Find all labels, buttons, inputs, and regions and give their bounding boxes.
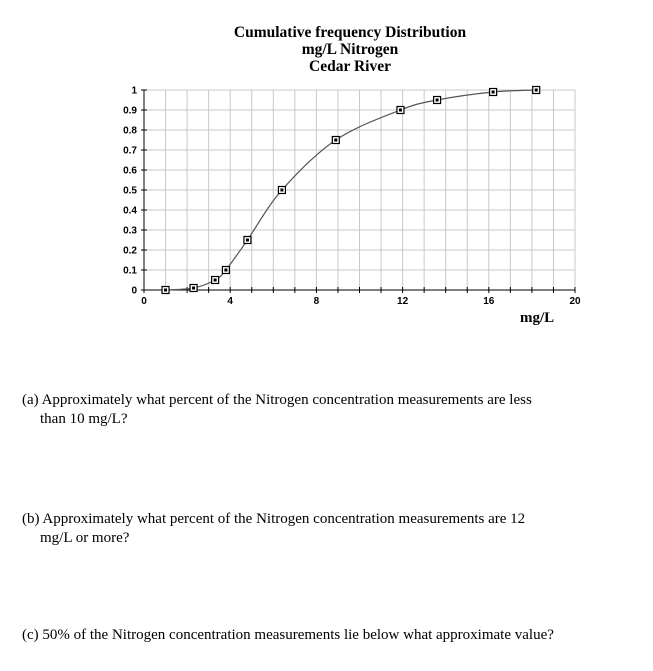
chart-title-line-1: Cumulative frequency Distribution: [233, 24, 467, 41]
data-point-marker-center: [280, 189, 283, 192]
data-point-marker-center: [492, 91, 495, 94]
data-point-marker-center: [399, 109, 402, 112]
x-tick-label: 12: [397, 296, 409, 307]
y-tick-label: 0.2: [123, 245, 137, 257]
x-tick-label: 20: [569, 296, 581, 307]
y-tick-label: 0.6: [123, 165, 137, 177]
data-point-marker-center: [334, 139, 337, 142]
data-point-marker-center: [164, 289, 167, 292]
x-axis-label: mg/L: [520, 310, 555, 326]
x-tick-label: 16: [483, 296, 495, 307]
tick-labels: [123, 86, 581, 308]
x-tick-label: 8: [313, 296, 320, 307]
data-point-marker-center: [192, 287, 195, 290]
grid: [144, 90, 575, 290]
data-point-marker-center: [214, 279, 217, 282]
question-a-line-1: (a) Approximately what percent of the Nitrogen concentration measurements are less: [22, 392, 532, 408]
data-point-marker-center: [224, 269, 227, 272]
x-tick-label: 0: [141, 296, 147, 307]
question-a-line-2: than 10 mg/L?: [40, 411, 128, 427]
data-point-marker-center: [535, 89, 538, 92]
y-tick-label: 0.5: [123, 185, 137, 197]
y-tick-label: 0.7: [123, 145, 137, 157]
question-b-line-1: (b) Approximately what percent of the Nitrogen concentration measurements are 12: [22, 511, 526, 527]
chart-title-line-2: mg/L Nitrogen: [301, 41, 399, 58]
question-b: [22, 510, 642, 548]
question-b-line-2: mg/L or more?: [40, 530, 130, 546]
question-c: [22, 626, 642, 645]
question-c-line-1: (c) 50% of the Nitrogen concentration measurements lie below what approximate value?: [22, 627, 554, 643]
chart-title-line-3: Cedar River: [309, 58, 391, 75]
y-tick-label: 0.3: [123, 225, 137, 237]
question-a: [22, 391, 642, 429]
y-tick-label: 0.9: [123, 105, 137, 117]
y-tick-label: 1: [131, 85, 137, 97]
data-point-marker-center: [436, 99, 439, 102]
x-tick-label: 4: [227, 296, 233, 307]
data-point-marker-center: [246, 239, 249, 242]
y-tick-label: 0.1: [123, 265, 137, 277]
y-tick-label: 0.4: [123, 205, 137, 217]
y-tick-label: 0.8: [123, 125, 137, 137]
y-tick-label: 0: [131, 285, 137, 297]
